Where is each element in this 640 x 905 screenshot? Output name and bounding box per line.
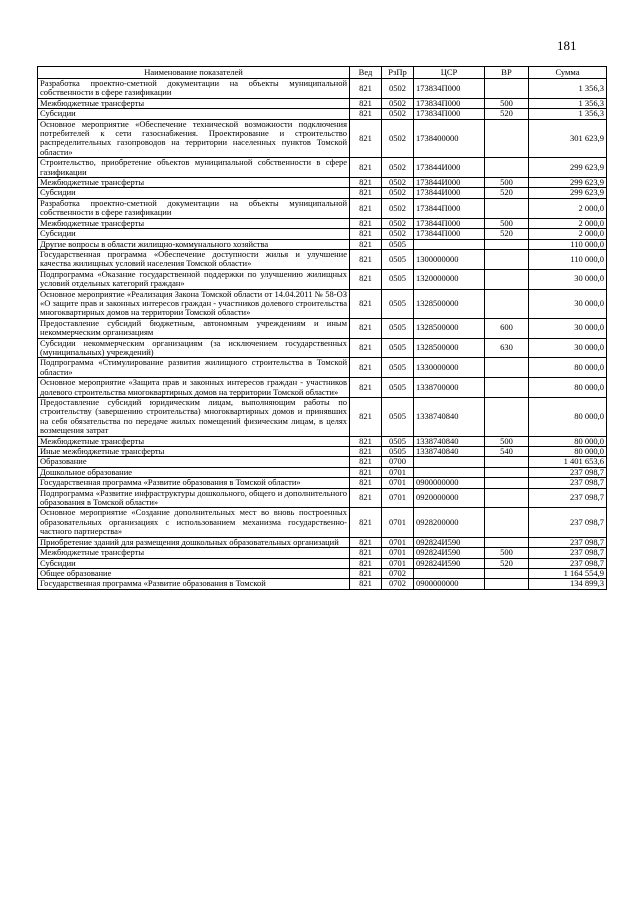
amount-cell: 80 000,0 (529, 447, 607, 457)
target-article-cell (414, 239, 485, 249)
table-row (38, 158, 607, 178)
expense-type-cell (485, 289, 529, 318)
indicator-name-cell: Предоставление субсидий бюджетным, автономным учреждениям и иным некоммерческим организациям (38, 318, 350, 338)
amount-cell: 301 623,9 (529, 119, 607, 158)
section-cell: 0702 (382, 579, 414, 589)
indicator-name-cell: Основное мероприятие «Обеспечение технической возможности подключения потребителей к сети газоснабжения. Проектирование и строительство распределительных газопроводов на территории населенных пунктов Томской области» (38, 119, 350, 158)
amount-cell: 1 164 554,9 (529, 568, 607, 578)
indicator-name-cell: Субсидии некоммерческим организациям (за исключением государственных (муниципальных) учреждений) (38, 338, 350, 358)
amount-cell: 2 000,0 (529, 229, 607, 239)
indicator-name-cell: Межбюджетные трансферты (38, 436, 350, 446)
target-article-cell: 092824И590 (414, 548, 485, 558)
amount-cell: 30 000,0 (529, 338, 607, 358)
table-row (38, 447, 607, 457)
table-row (38, 398, 607, 437)
table-row (38, 579, 607, 589)
section-cell: 0505 (382, 338, 414, 358)
section-cell: 0701 (382, 558, 414, 568)
department-cell: 821 (350, 318, 382, 338)
department-cell: 821 (350, 178, 382, 188)
amount-cell: 1 401 653,6 (529, 457, 607, 467)
department-cell: 821 (350, 98, 382, 108)
indicator-name-cell: Субсидии (38, 109, 350, 119)
expense-type-cell: 520 (485, 109, 529, 119)
target-article-cell: 173844И000 (414, 188, 485, 198)
section-cell: 0502 (382, 98, 414, 108)
expense-type-cell: 630 (485, 338, 529, 358)
target-article-cell: 173844П000 (414, 198, 485, 218)
section-cell: 0502 (382, 109, 414, 119)
section-cell: 0505 (382, 447, 414, 457)
expense-type-cell (485, 579, 529, 589)
amount-cell: 299 623,9 (529, 188, 607, 198)
target-article-cell (414, 467, 485, 477)
header-department: Вед (350, 67, 382, 79)
department-cell: 821 (350, 467, 382, 477)
section-cell: 0505 (382, 249, 414, 269)
amount-cell: 110 000,0 (529, 249, 607, 269)
department-cell: 821 (350, 447, 382, 457)
table-row (38, 358, 607, 378)
indicator-name-cell: Разработка проектно-сметной документации на объекты муниципальной собственности в сфере газификации (38, 79, 350, 99)
expense-type-cell (485, 79, 529, 99)
expense-type-cell (485, 119, 529, 158)
page-number: 181 (557, 38, 577, 53)
section-cell: 0701 (382, 467, 414, 477)
budget-table (37, 66, 607, 590)
target-article-cell: 173844И000 (414, 158, 485, 178)
amount-cell: 237 098,7 (529, 488, 607, 508)
amount-cell: 2 000,0 (529, 198, 607, 218)
amount-cell: 237 098,7 (529, 558, 607, 568)
amount-cell: 299 623,9 (529, 178, 607, 188)
amount-cell: 2 000,0 (529, 218, 607, 228)
table-row (38, 508, 607, 537)
target-article-cell: 173834П000 (414, 109, 485, 119)
expense-type-cell: 500 (485, 98, 529, 108)
table-row (38, 537, 607, 547)
target-article-cell: 173844П000 (414, 218, 485, 228)
table-row (38, 457, 607, 467)
department-cell: 821 (350, 457, 382, 467)
target-article-cell: 173834П000 (414, 79, 485, 99)
target-article-cell: 0920000000 (414, 488, 485, 508)
amount-cell: 110 000,0 (529, 239, 607, 249)
target-article-cell: 173844И000 (414, 178, 485, 188)
target-article-cell (414, 457, 485, 467)
target-article-cell: 1338700000 (414, 378, 485, 398)
target-article-cell: 0928200000 (414, 508, 485, 537)
department-cell: 821 (350, 218, 382, 228)
amount-cell: 80 000,0 (529, 378, 607, 398)
table-row (38, 249, 607, 269)
indicator-name-cell: Образование (38, 457, 350, 467)
amount-cell: 80 000,0 (529, 436, 607, 446)
amount-cell: 237 098,7 (529, 467, 607, 477)
header-section: РзПр (382, 67, 414, 79)
target-article-cell: 1338740840 (414, 447, 485, 457)
indicator-name-cell: Государственная программа «Обеспечение доступности жилья и улучшение качества жилищных условий населения Томской области» (38, 249, 350, 269)
table-row (38, 338, 607, 358)
expense-type-cell: 600 (485, 318, 529, 338)
department-cell: 821 (350, 398, 382, 437)
department-cell: 821 (350, 269, 382, 289)
expense-type-cell (485, 378, 529, 398)
department-cell: 821 (350, 358, 382, 378)
indicator-name-cell: Общее образование (38, 568, 350, 578)
section-cell: 0701 (382, 478, 414, 488)
expense-type-cell (485, 457, 529, 467)
indicator-name-cell: Предоставление субсидий юридическим лицам, выполняющим работы по строительству (завершению строительства) многоквартирных домов и принявших на себя обязательства по передаче жилых помещений физическим лицам, в целях возмещения затрат (38, 398, 350, 437)
indicator-name-cell: Субсидии (38, 229, 350, 239)
amount-cell: 237 098,7 (529, 548, 607, 558)
amount-cell: 80 000,0 (529, 398, 607, 437)
target-article-cell: 1738400000 (414, 119, 485, 158)
table-row (38, 178, 607, 188)
indicator-name-cell: Межбюджетные трансферты (38, 548, 350, 558)
department-cell: 821 (350, 378, 382, 398)
target-article-cell: 173834П000 (414, 98, 485, 108)
section-cell: 0505 (382, 239, 414, 249)
department-cell: 821 (350, 488, 382, 508)
table-row (38, 98, 607, 108)
section-cell: 0701 (382, 488, 414, 508)
expense-type-cell (485, 249, 529, 269)
target-article-cell: 1328500000 (414, 318, 485, 338)
indicator-name-cell: Подпрограмма «Развитие инфраструктуры дошкольного, общего и дополнительного образования в Томской области» (38, 488, 350, 508)
target-article-cell: 1330000000 (414, 358, 485, 378)
table-header-row (38, 67, 607, 79)
department-cell: 821 (350, 188, 382, 198)
amount-cell: 299 623,9 (529, 158, 607, 178)
section-cell: 0700 (382, 457, 414, 467)
expense-type-cell (485, 478, 529, 488)
indicator-name-cell: Межбюджетные трансферты (38, 218, 350, 228)
indicator-name-cell: Приобретение зданий для размещения дошкольных образовательных организаций (38, 537, 350, 547)
target-article-cell: 1320000000 (414, 269, 485, 289)
expense-type-cell (485, 358, 529, 378)
indicator-name-cell: Государственная программа «Развитие образования в Томской (38, 579, 350, 589)
department-cell: 821 (350, 249, 382, 269)
department-cell: 821 (350, 436, 382, 446)
expense-type-cell: 520 (485, 229, 529, 239)
amount-cell: 30 000,0 (529, 318, 607, 338)
department-cell: 821 (350, 158, 382, 178)
table-row (38, 229, 607, 239)
indicator-name-cell: Иные межбюджетные трансферты (38, 447, 350, 457)
amount-cell: 30 000,0 (529, 289, 607, 318)
department-cell: 821 (350, 508, 382, 537)
indicator-name-cell: Другие вопросы в области жилищно-коммунального хозяйства (38, 239, 350, 249)
section-cell: 0701 (382, 508, 414, 537)
table-row (38, 558, 607, 568)
target-article-cell: 1338740840 (414, 398, 485, 437)
table-row (38, 109, 607, 119)
expense-type-cell: 520 (485, 188, 529, 198)
section-cell: 0502 (382, 198, 414, 218)
amount-cell: 30 000,0 (529, 269, 607, 289)
amount-cell: 1 356,3 (529, 79, 607, 99)
target-article-cell: 0900000000 (414, 579, 485, 589)
expense-type-cell (485, 537, 529, 547)
table-body (38, 79, 607, 590)
expense-type-cell: 540 (485, 447, 529, 457)
section-cell: 0505 (382, 289, 414, 318)
target-article-cell: 1328500000 (414, 338, 485, 358)
department-cell: 821 (350, 198, 382, 218)
expense-type-cell (485, 467, 529, 477)
indicator-name-cell: Разработка проектно-сметной документации на объекты муниципальной собственности в сфере газификации (38, 198, 350, 218)
table-row (38, 378, 607, 398)
expense-type-cell (485, 398, 529, 437)
indicator-name-cell: Основное мероприятие «Защита прав и законных интересов граждан - участников долевого строительства многоквартирных домов на территории Томской области» (38, 378, 350, 398)
section-cell: 0502 (382, 79, 414, 99)
section-cell: 0701 (382, 537, 414, 547)
table-row (38, 318, 607, 338)
target-article-cell: 092824И590 (414, 558, 485, 568)
expense-type-cell (485, 269, 529, 289)
table-row (38, 119, 607, 158)
section-cell: 0505 (382, 269, 414, 289)
amount-cell: 1 356,3 (529, 109, 607, 119)
indicator-name-cell: Государственная программа «Развитие образования в Томской области» (38, 478, 350, 488)
indicator-name-cell: Субсидии (38, 188, 350, 198)
department-cell: 821 (350, 239, 382, 249)
table-row (38, 218, 607, 228)
table-row (38, 568, 607, 578)
indicator-name-cell: Подпрограмма «Оказание государственной поддержки по улучшению жилищных условий отдельных категорий граждан» (38, 269, 350, 289)
section-cell: 0502 (382, 119, 414, 158)
section-cell: 0505 (382, 318, 414, 338)
department-cell: 821 (350, 548, 382, 558)
table-row (38, 188, 607, 198)
amount-cell: 80 000,0 (529, 358, 607, 378)
expense-type-cell (485, 198, 529, 218)
expense-type-cell (485, 568, 529, 578)
table-row (38, 436, 607, 446)
amount-cell: 237 098,7 (529, 478, 607, 488)
indicator-name-cell: Межбюджетные трансферты (38, 178, 350, 188)
section-cell: 0701 (382, 548, 414, 558)
section-cell: 0505 (382, 398, 414, 437)
table-row (38, 478, 607, 488)
department-cell: 821 (350, 558, 382, 568)
amount-cell: 134 899,3 (529, 579, 607, 589)
indicator-name-cell: Субсидии (38, 558, 350, 568)
amount-cell: 1 356,3 (529, 98, 607, 108)
indicator-name-cell: Дошкольное образование (38, 467, 350, 477)
department-cell: 821 (350, 79, 382, 99)
header-amount: Сумма (529, 67, 607, 79)
amount-cell: 237 098,7 (529, 508, 607, 537)
indicator-name-cell: Межбюджетные трансферты (38, 98, 350, 108)
expense-type-cell: 500 (485, 178, 529, 188)
header-target-article: ЦСР (414, 67, 485, 79)
target-article-cell: 092824И590 (414, 537, 485, 547)
table-row (38, 239, 607, 249)
table-row (38, 269, 607, 289)
expense-type-cell: 520 (485, 558, 529, 568)
section-cell: 0505 (382, 436, 414, 446)
target-article-cell: 173844П000 (414, 229, 485, 239)
indicator-name-cell: Строительство, приобретение объектов муниципальной собственности в сфере газификации (38, 158, 350, 178)
department-cell: 821 (350, 537, 382, 547)
section-cell: 0502 (382, 178, 414, 188)
expense-type-cell: 500 (485, 548, 529, 558)
expense-type-cell (485, 488, 529, 508)
indicator-name-cell: Основное мероприятие «Создание дополнительных мест во вновь построенных образовательных организациях с использованием механизма государственно-частного партнерства» (38, 508, 350, 537)
table-row (38, 289, 607, 318)
amount-cell: 237 098,7 (529, 537, 607, 547)
section-cell: 0702 (382, 568, 414, 578)
section-cell: 0502 (382, 218, 414, 228)
expense-type-cell (485, 239, 529, 249)
expense-type-cell: 500 (485, 218, 529, 228)
department-cell: 821 (350, 109, 382, 119)
table-row (38, 467, 607, 477)
department-cell: 821 (350, 579, 382, 589)
section-cell: 0502 (382, 188, 414, 198)
target-article-cell: 1328500000 (414, 289, 485, 318)
table-row (38, 548, 607, 558)
indicator-name-cell: Основное мероприятие «Реализация Закона Томской области от 14.04.2011 № 58-ОЗ «О защите прав и законных интересов граждан - участников долевого строительства многоквартирных домов на территории Томской области» (38, 289, 350, 318)
department-cell: 821 (350, 478, 382, 488)
indicator-name-cell: Подпрограмма «Стимулирование развития жилищного строительства в Томской области» (38, 358, 350, 378)
header-indicator-name: Наименование показателей (38, 67, 350, 79)
department-cell: 821 (350, 289, 382, 318)
section-cell: 0505 (382, 358, 414, 378)
target-article-cell: 0900000000 (414, 478, 485, 488)
department-cell: 821 (350, 229, 382, 239)
target-article-cell: 1300000000 (414, 249, 485, 269)
target-article-cell (414, 568, 485, 578)
expense-type-cell (485, 508, 529, 537)
section-cell: 0502 (382, 158, 414, 178)
expense-type-cell (485, 158, 529, 178)
department-cell: 821 (350, 119, 382, 158)
department-cell: 821 (350, 338, 382, 358)
header-expense-type: ВР (485, 67, 529, 79)
table-row (38, 79, 607, 99)
section-cell: 0505 (382, 378, 414, 398)
section-cell: 0502 (382, 229, 414, 239)
department-cell: 821 (350, 568, 382, 578)
expense-type-cell: 500 (485, 436, 529, 446)
table-row (38, 198, 607, 218)
table-row (38, 488, 607, 508)
target-article-cell: 1338740840 (414, 436, 485, 446)
